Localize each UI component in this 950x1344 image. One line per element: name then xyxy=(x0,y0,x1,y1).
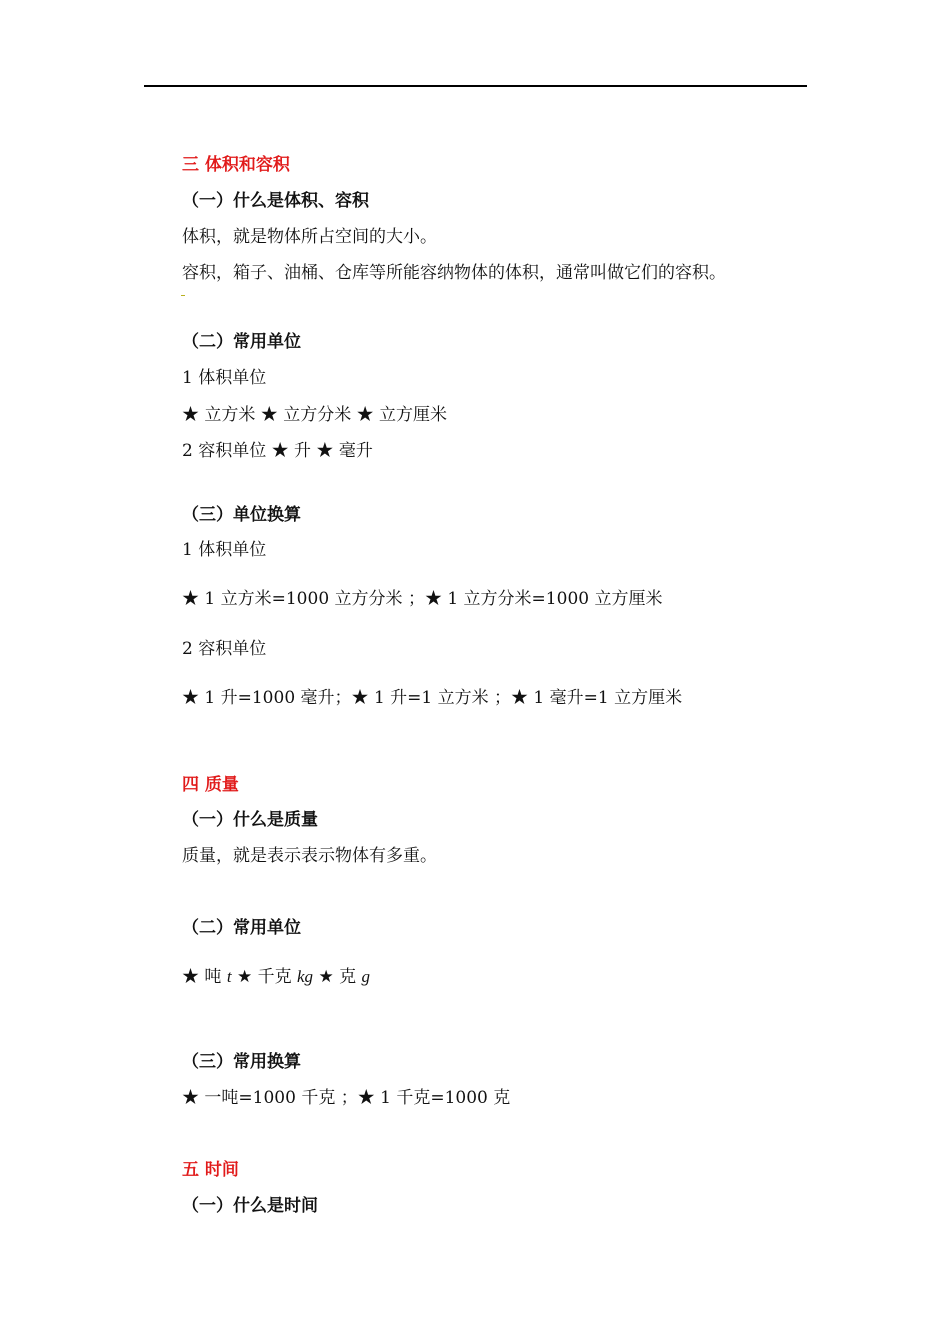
section-5-title: 五 时间 xyxy=(182,1160,239,1180)
capacity-units-list: 2 容积单位 ★ 升 ★ 毫升 xyxy=(182,441,373,461)
section-4-q3: （三）常用换算 xyxy=(182,1052,301,1072)
kilogram-symbol: kg xyxy=(297,967,314,986)
volume-definition: 体积，就是物体所占空间的大小。 xyxy=(182,227,437,247)
section-3-q3: （三）单位换算 xyxy=(182,505,301,525)
mass-units-list xyxy=(182,966,370,988)
section-4-title: 四 质量 xyxy=(182,775,239,795)
volume-conversion-heading: 1 体积单位 xyxy=(182,540,267,560)
section-3-q1: （一）什么是体积、容积 xyxy=(182,191,369,211)
ton-label: ★ 吨 xyxy=(182,967,227,987)
edit-mark xyxy=(181,295,185,296)
mass-definition: 质量，就是表示表示物体有多重。 xyxy=(182,846,437,866)
volume-units-heading: 1 体积单位 xyxy=(182,368,267,388)
capacity-definition: 容积，箱子、油桶、仓库等所能容纳物体的体积，通常叫做它们的容积。 xyxy=(182,263,726,283)
capacity-conversion-heading: 2 容积单位 xyxy=(182,639,267,659)
capacity-conversion: ★ 1 升=1000 毫升；★ 1 升=1 立方米 ；★ 1 毫升=1 立方厘米 xyxy=(182,688,683,708)
gram-label: ★ 克 xyxy=(313,967,362,987)
gram-symbol: g xyxy=(361,967,370,986)
header-rule xyxy=(144,85,807,87)
section-5-q1: （一）什么是时间 xyxy=(182,1196,318,1216)
section-3-q2: （二）常用单位 xyxy=(182,332,301,352)
section-4-q1: （一）什么是质量 xyxy=(182,810,318,830)
mass-conversion: ★ 一吨=1000 千克 ；★ 1 千克=1000 克 xyxy=(182,1088,511,1108)
volume-conversion: ★ 1 立方米=1000 立方分米 ；★ 1 立方分米=1000 立方厘米 xyxy=(182,589,663,609)
ton-symbol: t xyxy=(226,967,232,986)
volume-units-list: ★ 立方米 ★ 立方分米 ★ 立方厘米 xyxy=(182,405,448,425)
kilogram-label: ★ 千克 xyxy=(231,967,297,987)
section-3-title: 三 体积和容积 xyxy=(182,155,290,175)
section-4-q2: （二）常用单位 xyxy=(182,918,301,938)
